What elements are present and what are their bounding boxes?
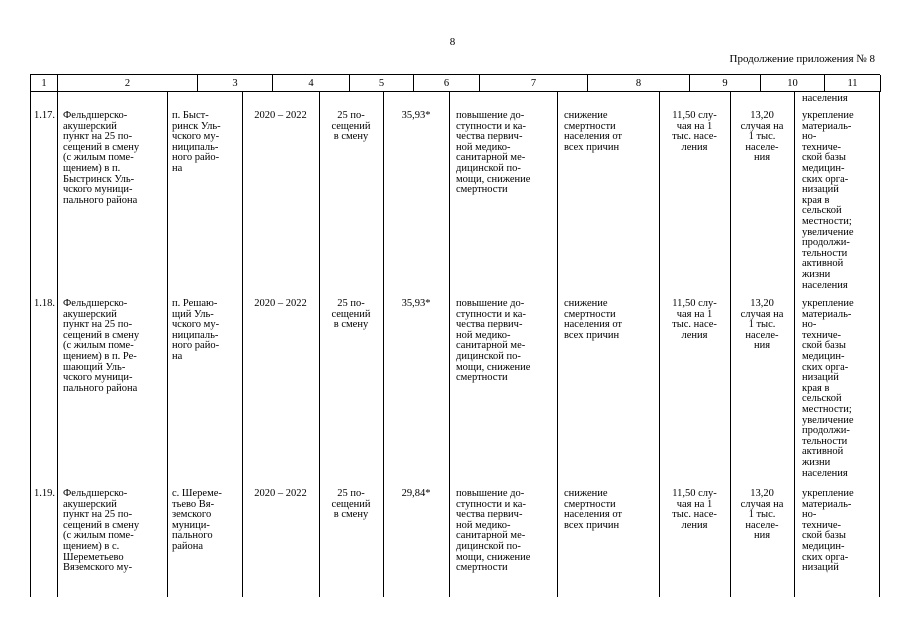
header-col-8: 8 (588, 75, 690, 92)
indicator-after: 13,20 случая на 1 тыс. населе- ния (740, 110, 784, 164)
capacity: 25 по- сещений в смену (331, 110, 371, 143)
header-col-5: 5 (350, 75, 414, 92)
indicator-before: 11,50 слу- чая на 1 тыс. насе- ления (672, 488, 717, 531)
row-number: 1.17. (34, 110, 55, 121)
column-border (879, 92, 880, 597)
location: п. Решаю- щий Уль- чского му- ниципаль- ного райо- на (172, 298, 220, 362)
goal: повышение до- ступности и ка- чества первич- ной медико- санитарной ме- дицинской по- мощи, снижение смертности (456, 110, 531, 196)
column-border (319, 92, 320, 597)
column-border (383, 92, 384, 597)
goal: повышение до- ступности и ка- чества первич- ной медико- санитарной ме- дицинской по- мощи, снижение смертности (456, 488, 531, 574)
column-border (167, 92, 168, 597)
cost: 35,93* (401, 298, 431, 309)
period: 2020 – 2022 (254, 488, 307, 499)
header-col-6: 6 (414, 75, 480, 92)
column-border (794, 92, 795, 597)
indicator-before: 11,50 слу- чая на 1 тыс. насе- ления (672, 110, 717, 153)
object-name: Фельдшерско- акушерский пункт на 25 по- сещений в смену (с жилым поме- щением) в п. Быстринск Уль- чского муници- пального района (63, 110, 140, 206)
header-col-10: 10 (761, 75, 825, 92)
result: укрепление материаль- но- техниче- ской базы медицин- ских орга- низаций края в сельской местности; увеличение продолжи- тельности активной жизни населения (802, 110, 854, 291)
period: 2020 – 2022 (254, 110, 307, 121)
location: с. Шереме- тьево Вя- земского муници- пального района (172, 488, 222, 552)
row-number: 1.18. (34, 298, 55, 309)
header-col-3: 3 (198, 75, 273, 92)
continuation-label: Продолжение приложения № 8 (729, 53, 875, 65)
column-border (557, 92, 558, 597)
location: п. Быст- ринск Уль- чского му- ниципаль- ного райо- на (172, 110, 221, 174)
object-name: Фельдшерско- акушерский пункт на 25 по- сещений в смену (с жилым поме- щением) в п. Ре- шающий Уль- чского муници- пального района (63, 298, 140, 394)
header-col-9: 9 (690, 75, 761, 92)
column-border (30, 92, 31, 597)
table-header (30, 74, 880, 92)
column-border (242, 92, 243, 597)
effect: снижение смертности населения от всех причин (564, 110, 623, 153)
header-col-7: 7 (480, 75, 588, 92)
effect: снижение смертности населения от всех причин (564, 298, 623, 341)
header-col-2: 2 (58, 75, 198, 92)
result: укрепление материаль- но- техниче- ской базы медицин- ских орга- низаций (802, 488, 854, 574)
header-col-11: 11 (825, 75, 881, 92)
effect: снижение смертности населения от всех причин (564, 488, 623, 531)
column-border (57, 92, 58, 597)
carry-over-text: населения (802, 93, 848, 104)
capacity: 25 по- сещений в смену (331, 298, 371, 331)
goal: повышение до- ступности и ка- чества первич- ной медико- санитарной ме- дицинской по- мощи, снижение смертности (456, 298, 531, 384)
page-number: 8 (449, 36, 456, 48)
row-number: 1.19. (34, 488, 55, 499)
cost: 35,93* (401, 110, 431, 121)
header-col-1: 1 (31, 75, 58, 92)
indicator-after: 13,20 случая на 1 тыс. населе- ния (740, 298, 784, 352)
column-border (449, 92, 450, 597)
header-col-4: 4 (273, 75, 350, 92)
indicator-after: 13,20 случая на 1 тыс. населе- ния (740, 488, 784, 542)
cost: 29,84* (401, 488, 431, 499)
object-name: Фельдшерско- акушерский пункт на 25 по- сещений в смену (с жилым поме- щением) в с. Шереметьево Вяземского му- (63, 488, 140, 574)
result: укрепление материаль- но- техниче- ской базы медицин- ских орга- низаций края в сельской местности; увеличение продолжи- тельности активной жизни населения (802, 298, 854, 479)
indicator-before: 11,50 слу- чая на 1 тыс. насе- ления (672, 298, 717, 341)
period: 2020 – 2022 (254, 298, 307, 309)
capacity: 25 по- сещений в смену (331, 488, 371, 521)
